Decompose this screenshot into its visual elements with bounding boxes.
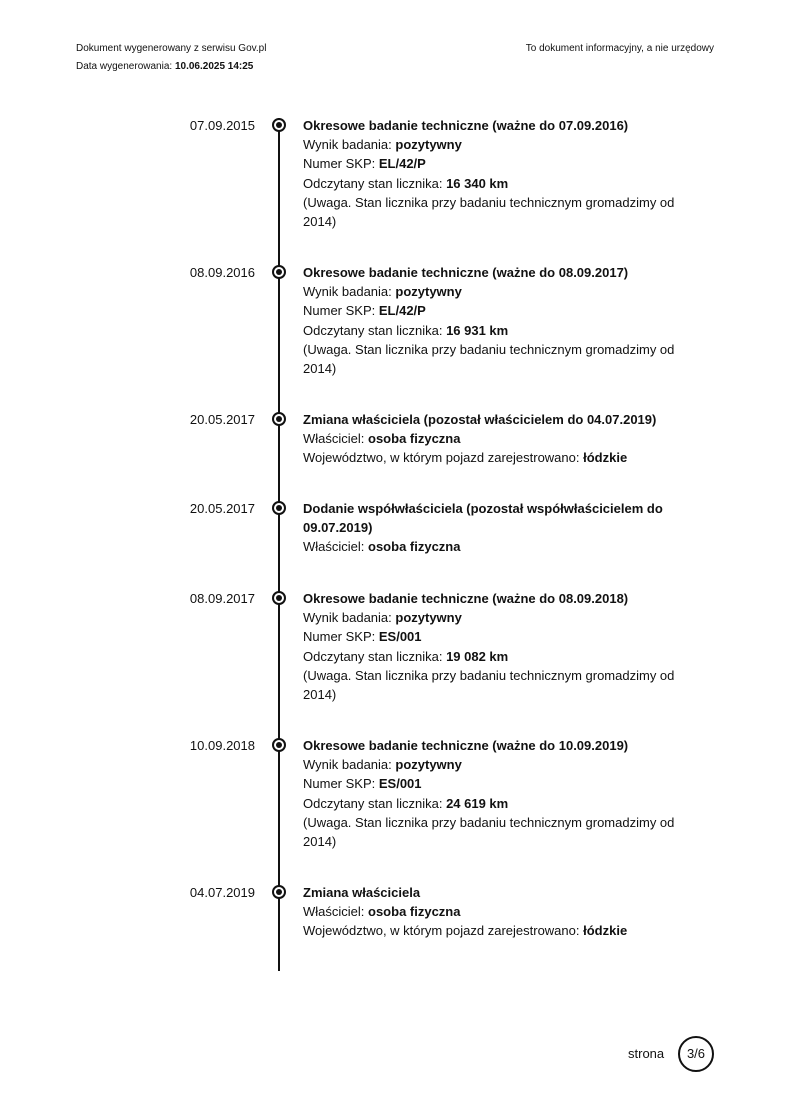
line-label: Odczytany stan licznika: [303, 175, 447, 191]
line-label: Właściciel: [303, 431, 369, 447]
line-value: ES/001 [378, 629, 422, 645]
event-line [303, 627, 693, 646]
event-line [303, 448, 693, 467]
timeline-dot-icon [272, 265, 286, 279]
line-label: (Uwaga. Stan licznika przy badaniu technicznym gromadzimy od 2014) [303, 814, 675, 850]
event-title: Zmiana właściciela [303, 885, 421, 900]
event-date: 10.09.2018 [189, 738, 255, 753]
event-line [303, 794, 693, 813]
event-title: Okresowe badanie techniczne (ważne do 07.09.2016) [303, 118, 629, 133]
event-line [303, 282, 693, 301]
timeline-line [278, 118, 280, 971]
generated-date-label: Data wygenerowania: [76, 61, 173, 72]
event-title: Dodanie współwłaściciela (pozostał współwłaścicielem do 09.07.2019) [303, 501, 663, 536]
event-line [303, 902, 693, 921]
event-title: Okresowe badanie techniczne (ważne do 08.09.2017) [303, 265, 629, 280]
event-date: 08.09.2016 [189, 265, 255, 280]
line-label: (Uwaga. Stan licznika przy badaniu technicznym gromadzimy od 2014) [303, 667, 675, 703]
line-value: osoba fizyczna [368, 431, 461, 447]
event-date: 07.09.2015 [189, 118, 255, 133]
line-label: Wynik badania: [303, 137, 396, 153]
line-label: Województwo, w którym pojazd zarejestrowano: [303, 450, 584, 466]
event-title: Okresowe badanie techniczne (ważne do 08.09.2018) [303, 591, 629, 606]
event-date: 04.07.2019 [189, 885, 255, 900]
line-value: 16 340 km [446, 175, 509, 191]
event-line [303, 755, 693, 774]
event-line [303, 301, 693, 320]
line-label: Numer SKP: [303, 629, 379, 645]
line-value: 24 619 km [446, 795, 509, 811]
line-value: łódzkie [583, 450, 628, 466]
line-label: (Uwaga. Stan licznika przy badaniu technicznym gromadzimy od 2014) [303, 341, 675, 377]
event-line [303, 135, 693, 154]
event-line [303, 608, 693, 627]
line-label: Wynik badania: [303, 284, 396, 300]
event-date: 08.09.2017 [189, 591, 255, 606]
event-note [303, 666, 693, 704]
line-label: Numer SKP: [303, 303, 379, 319]
line-label: Odczytany stan licznika: [303, 795, 447, 811]
event-body [303, 883, 693, 941]
line-value: 19 082 km [446, 648, 509, 664]
line-value: pozytywny [395, 284, 462, 300]
generated-date-row [76, 58, 266, 76]
event-note [303, 340, 693, 378]
timeline-dot-icon [272, 885, 286, 899]
line-label: Numer SKP: [303, 776, 379, 792]
line-label: Właściciel: [303, 904, 369, 920]
timeline-dot-icon [272, 501, 286, 515]
event-line [303, 774, 693, 793]
line-label: Numer SKP: [303, 156, 379, 172]
line-value: osoba fizyczna [368, 904, 461, 920]
event-body [303, 263, 693, 378]
line-label: Właściciel: [303, 539, 369, 555]
event-body [303, 736, 693, 851]
event-note [303, 193, 693, 231]
line-label: Wynik badania: [303, 610, 396, 626]
line-value: ES/001 [378, 776, 422, 792]
line-label: (Uwaga. Stan licznika przy badaniu technicznym gromadzimy od 2014) [303, 194, 675, 230]
timeline-dot-icon [272, 118, 286, 132]
event-line [303, 921, 693, 940]
event-line [303, 537, 693, 556]
event-body [303, 116, 693, 231]
timeline-dot-icon [272, 591, 286, 605]
generated-date-value: 10.06.2025 14:25 [174, 61, 254, 72]
event-title: Okresowe badanie techniczne (ważne do 10.09.2019) [303, 738, 629, 753]
event-date: 20.05.2017 [189, 501, 255, 516]
event-line [303, 321, 693, 340]
page-label: strona [628, 1046, 665, 1061]
event-line [303, 429, 693, 448]
event-body [303, 589, 693, 704]
line-label: Odczytany stan licznika: [303, 322, 447, 338]
line-value: EL/42/P [378, 156, 426, 172]
line-label: Odczytany stan licznika: [303, 648, 447, 664]
event-body [303, 499, 693, 557]
page-number-badge: 3/6 [678, 1036, 714, 1072]
generated-from-text: Dokument wygenerowany z serwisu Gov.pl [76, 43, 267, 54]
event-title: Zmiana właściciela (pozostał właścicielem do 04.07.2019) [303, 412, 657, 427]
event-line [303, 154, 693, 173]
disclaimer-text: To dokument informacyjny, a nie urzędowy [525, 43, 714, 54]
header-left [76, 40, 266, 76]
line-value: 16 931 km [446, 322, 509, 338]
line-label: Województwo, w którym pojazd zarejestrowano: [303, 923, 584, 939]
timeline-dot-icon [272, 412, 286, 426]
line-value: osoba fizyczna [368, 539, 461, 555]
line-value: pozytywny [395, 137, 462, 153]
line-value: pozytywny [395, 757, 462, 773]
timeline-dot-icon [272, 738, 286, 752]
event-note [303, 813, 693, 851]
line-value: łódzkie [583, 923, 628, 939]
event-date: 20.05.2017 [189, 412, 255, 427]
line-label: Wynik badania: [303, 757, 396, 773]
line-value: pozytywny [395, 610, 462, 626]
event-line [303, 174, 693, 193]
line-value: EL/42/P [378, 303, 426, 319]
event-body [303, 410, 693, 468]
event-line [303, 647, 693, 666]
